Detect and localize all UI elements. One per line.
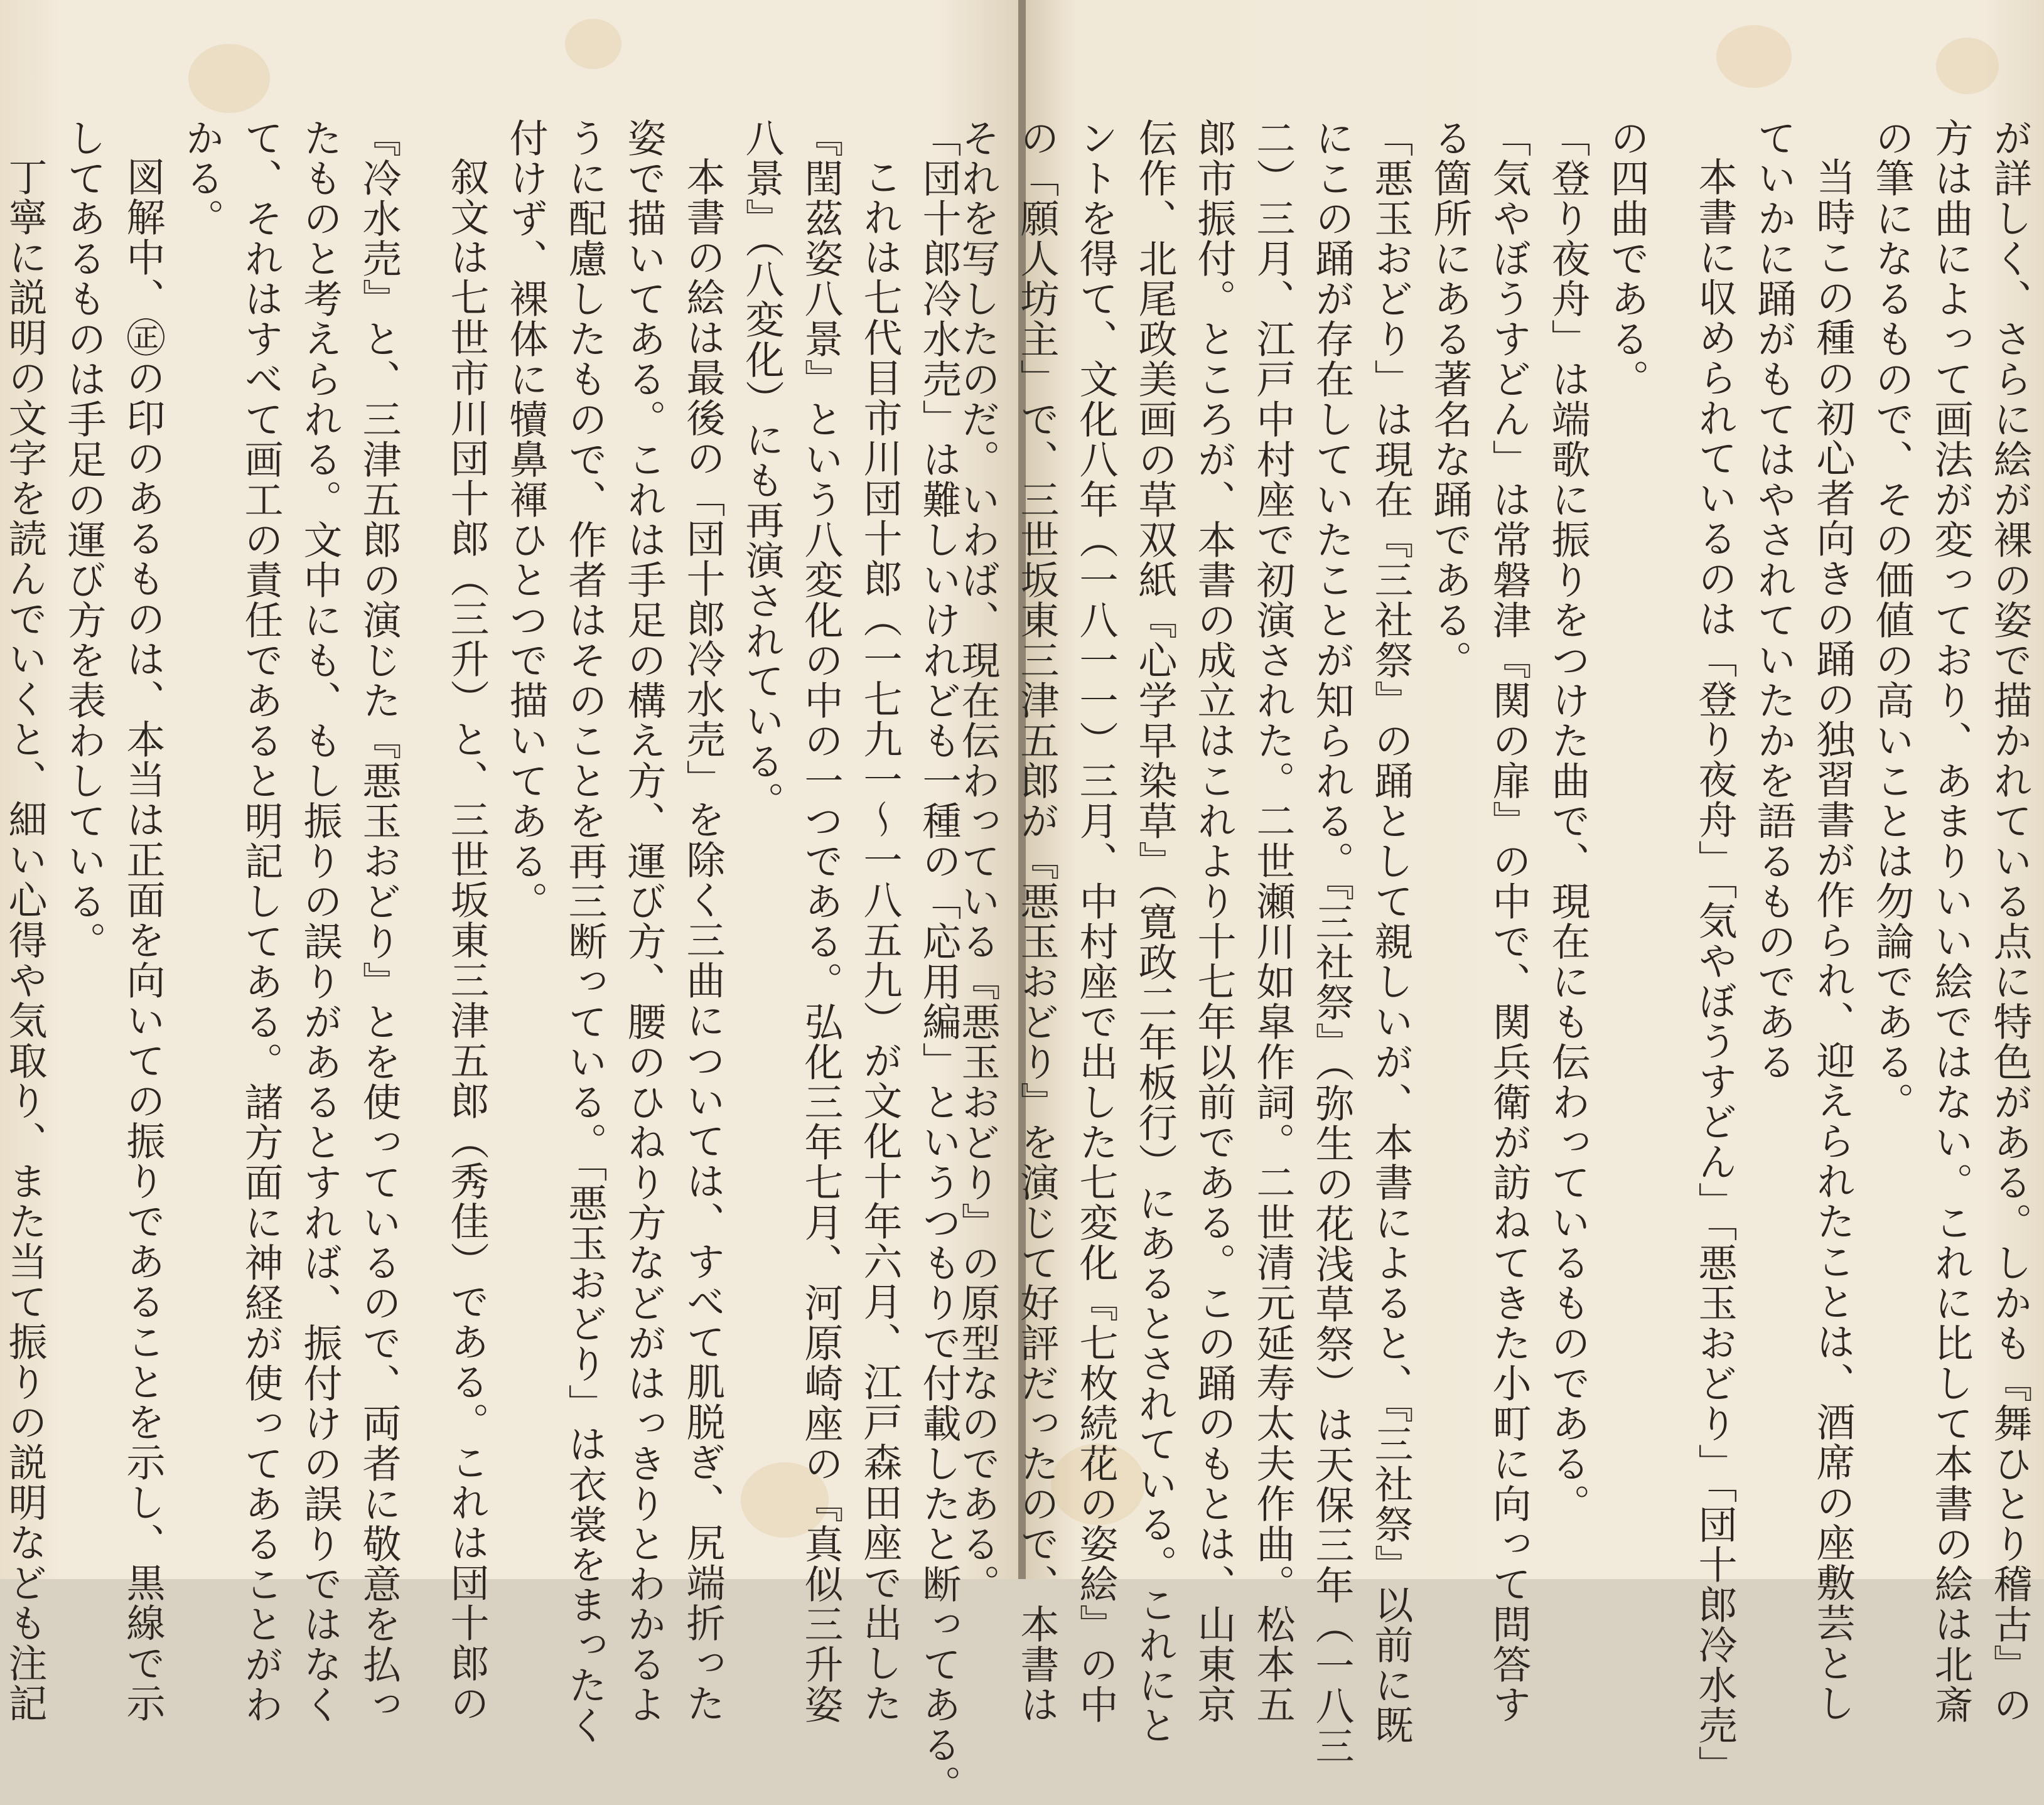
text-column: る箇所にある著名な踊である。	[1427, 118, 1473, 680]
text-column: 本書に収められているのは「登り夜舟」「気やぼうすどん」「悪玉おどり」「団十郎冷水売」	[1692, 157, 1738, 1786]
right-page	[955, 0, 2044, 1786]
text-column: これは七代目市川団十郎（一七九一～一八五九）が文化十年六月、江戸森田座で出した	[857, 157, 903, 1723]
left-page	[0, 0, 1018, 1805]
text-column: の四曲である。	[1604, 118, 1650, 399]
text-column: 当時この種の初心者向きの踊の独習書が作られ、迎えられたことは、酒席の座敷芸とし	[1810, 157, 1856, 1723]
text-column: それを写したのだ。いわば、現在伝わっている『悪玉おどり』の原型なのである。	[955, 118, 1001, 1604]
text-column: 『閏茲姿八景』という八変化の中の一つである。弘化三年七月、河原崎座の『真似三升姿	[798, 118, 844, 1725]
text-column: 付けず、裸体に犢鼻褌ひとつで描いてある。	[503, 118, 549, 921]
text-column: 叙文は七世市川団十郎（三升）と、三世坂東三津五郎（秀佳）である。これは団十郎の	[444, 157, 490, 1723]
text-column: ていかに踊がもてはやされていたかを語るものである	[1751, 118, 1797, 1082]
text-column: 「悪玉おどり」は現在『三社祭』の踊として親しいが、本書によると、『三社祭』以前に既	[1368, 118, 1414, 1745]
text-column: してあるものは手足の運び方を表わしている。	[61, 118, 107, 961]
text-column: 『冷水売』と、三津五郎の演じた『悪玉おどり』とを使っているので、両者に敬意を払っ	[356, 118, 402, 1725]
right-page-text	[948, 118, 2039, 1786]
paper-stain	[1936, 38, 1999, 94]
text-column: が詳しく、さらに絵が裸の姿で描かれている点に特色がある。しかも『舞ひとり稽古』の	[1987, 118, 2033, 1725]
paper-stain	[565, 19, 621, 69]
left-page-text	[0, 118, 968, 1805]
text-column: 姿で描いてある。これは手足の構え方、運び方、腰のひねり方などがはっきりとわかるよ	[621, 118, 667, 1725]
text-column: 「団十郎冷水売」は難しいけれども一種の「応用編」というつもりで付載したと断ってある。	[916, 118, 962, 1805]
text-column: 図解中、㊣の印のあるものは、本当は正面を向いての振りであることを示し、黒線で示	[120, 157, 166, 1723]
text-column: 方は曲によって画法が変っており、あまりいい絵ではない。これに比して本書の絵は北斎	[1928, 118, 1974, 1725]
text-column: かる。	[179, 118, 225, 238]
text-column: て、それはすべて画工の責任であると明記してある。諸方面に神経が使ってあることがわ	[238, 118, 284, 1725]
text-column: 本書の絵は最後の「団十郎冷水売」を除く三曲については、すべて肌脱ぎ、尻端折った	[680, 157, 726, 1723]
text-column: 「気やぼうすどん」は常磐津『関の扉』の中で、関兵衛が訪ねてきた小町に向って問答す	[1486, 118, 1532, 1725]
paper-stain	[188, 44, 270, 113]
text-column: にこの踊が存在していたことが知られる。『三社祭』（弥生の花浅草祭）は天保三年（一八三	[1309, 118, 1355, 1766]
paper-stain	[1716, 25, 1792, 88]
text-column: ントを得て、文化八年（一八一一）三月、中村座で出した七変化『七枚続花の姿絵』の中	[1073, 118, 1119, 1725]
text-column: 「登り夜舟」は端歌に振りをつけた曲で、現在にも伝わっているものである。	[1545, 118, 1591, 1524]
text-column: 八景』（八変化）にも再演されている。	[739, 118, 785, 822]
text-column: うに配慮したもので、作者はそのことを再三断っている。「悪玉おどり」は衣裳をまったく	[562, 118, 608, 1745]
text-column: 二）三月、江戸中村座で初演された。二世瀬川如皐作詞。二世清元延寿太夫作曲。松本五	[1250, 118, 1296, 1725]
text-column: 郎市振付。ところが、本書の成立はこれより十七年以前である。この踊のもとは、山東京	[1191, 118, 1237, 1725]
text-column: 丁寧に説明の文字を読んでいくと、細い心得や気取り、また当て振りの説明なども注記	[2, 157, 48, 1723]
text-column: 伝作、北尾政美画の草双紙『心学早染草』（寛政二年板行）にあるとされている。これにと	[1132, 118, 1178, 1745]
text-column: の「願人坊主」で、三世坂東三津五郎が『悪玉おどり』を演じて好評だったので、本書は	[1014, 118, 1060, 1725]
text-column: たものと考えられる。文中にも、もし振りの誤りがあるとすれば、振付けの誤りではなく	[297, 118, 343, 1725]
text-column: の筆になるもので、その価値の高いことは勿論である。	[1869, 118, 1915, 1122]
